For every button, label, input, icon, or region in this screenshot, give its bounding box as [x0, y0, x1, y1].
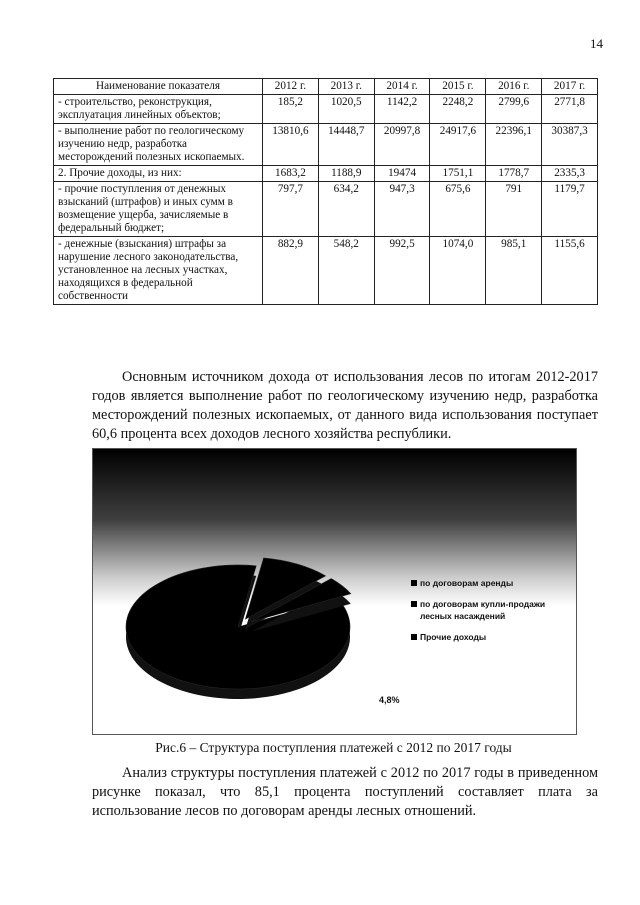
table-header-row — [54, 79, 598, 95]
column-header: 2015 г. — [430, 79, 486, 95]
table-row — [54, 95, 598, 124]
body-paragraph-2 — [92, 764, 598, 821]
column-header: 2016 г. — [486, 79, 542, 95]
table-cell: 985,1 — [486, 237, 542, 305]
page-number: 14 — [590, 36, 603, 51]
table-cell: 1179,7 — [542, 182, 598, 237]
legend-swatch — [411, 580, 417, 586]
table-cell: 24917,6 — [430, 124, 486, 166]
column-header: 2013 г. — [318, 79, 374, 95]
column-header: 2017 г. — [542, 79, 598, 95]
table-cell: 185,2 — [263, 95, 319, 124]
table-cell: 675,6 — [430, 182, 486, 237]
table-cell: 992,5 — [374, 237, 430, 305]
table-cell: 13810,6 — [263, 124, 319, 166]
table-cell: 14448,7 — [318, 124, 374, 166]
table-cell: 22396,1 — [486, 124, 542, 166]
legend-item — [411, 577, 571, 589]
row-name: - денежные (взыскания) штрафы за нарушение лесного законодательства, установленное на лесных участках, находящихся в федеральной собственности — [54, 237, 263, 305]
table-cell: 634,2 — [318, 182, 374, 237]
paragraph-text: Основным источником дохода от использования лесов по итогам 2012-2017 годов является выполнение работ по геологическому изучению недр, разработка месторождений полезных ископаемых, от данного вида использования поступает 60,6 процента всех доходов лесного хозяйства республики. — [92, 369, 598, 442]
data-label: 4,8% — [379, 695, 400, 705]
table-cell: 19474 — [374, 166, 430, 182]
table-cell: 1155,6 — [542, 237, 598, 305]
column-header: 2012 г. — [263, 79, 319, 95]
table-cell: 2771,8 — [542, 95, 598, 124]
legend-item — [411, 598, 571, 622]
table-cell: 1142,2 — [374, 95, 430, 124]
table-cell: 797,7 — [263, 182, 319, 237]
table-row — [54, 237, 598, 305]
figure-caption: Рис.6 – Структура поступления платежей с 2012 по 2017 годы — [155, 740, 512, 755]
revenue-table — [53, 78, 598, 305]
legend-label: Прочие доходы — [420, 632, 487, 642]
table-cell: 548,2 — [318, 237, 374, 305]
column-header: 2014 г. — [374, 79, 430, 95]
legend-label: по договорам аренды — [420, 578, 514, 588]
table-cell: 1020,5 — [318, 95, 374, 124]
table-cell: 882,9 — [263, 237, 319, 305]
row-name: - выполнение работ по геологическому изучению недр, разработка месторождений полезных ископаемых. — [54, 124, 263, 166]
row-name: - строительство, реконструкция, эксплуатация линейных объектов; — [54, 95, 263, 124]
table-cell: 1751,1 — [430, 166, 486, 182]
body-paragraph-1 — [92, 368, 598, 444]
table-row — [54, 182, 598, 237]
table-cell: 1778,7 — [486, 166, 542, 182]
table-cell: 1683,2 — [263, 166, 319, 182]
table-cell: 1188,9 — [318, 166, 374, 182]
legend-label: по договорам купли-продажи лесных насаждений — [420, 599, 546, 621]
chart-legend — [411, 577, 571, 652]
table-row — [54, 166, 598, 182]
legend-item — [411, 631, 571, 643]
table-cell: 947,3 — [374, 182, 430, 237]
table-cell: 2335,3 — [542, 166, 598, 182]
paragraph-text: Анализ структуры поступления платежей с 2012 по 2017 годы в приведенном рисунке показал, что 85,1 процента поступлений составляет плата за использование лесов по договорам аренды лесных отношений. — [92, 765, 598, 819]
table-cell: 791 — [486, 182, 542, 237]
table-cell: 1074,0 — [430, 237, 486, 305]
table-cell: 20997,8 — [374, 124, 430, 166]
row-name: - прочие поступления от денежных взысканий (штрафов) и иных сумм в возмещение ущерба, зачисляемые в федеральный бюджет; — [54, 182, 263, 237]
table-row — [54, 124, 598, 166]
table-cell: 2799,6 — [486, 95, 542, 124]
table-cell: 2248,2 — [430, 95, 486, 124]
row-name: 2. Прочие доходы, из них: — [54, 166, 263, 182]
column-header: Наименование показателя — [54, 79, 263, 95]
legend-swatch — [411, 634, 417, 640]
table-cell: 30387,3 — [542, 124, 598, 166]
pie-chart — [92, 448, 577, 735]
legend-swatch — [411, 601, 417, 607]
